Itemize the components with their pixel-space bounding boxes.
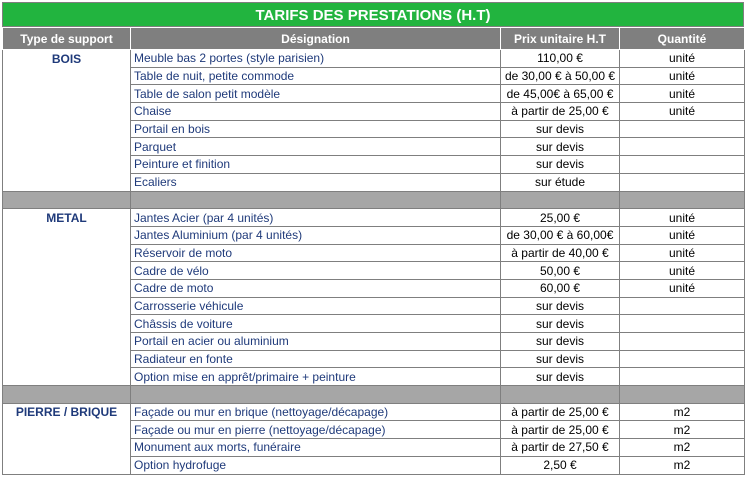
support-type-cell — [3, 85, 131, 103]
quantity-cell — [620, 315, 745, 333]
table-row — [3, 262, 745, 280]
support-type-cell — [3, 173, 131, 191]
section-separator — [3, 386, 745, 404]
quantity-cell: unité — [620, 50, 745, 68]
quantity-cell: unité — [620, 226, 745, 244]
price-cell: sur devis — [501, 315, 620, 333]
price-cell: de 30,00 € à 50,00 € — [501, 67, 620, 85]
designation-cell: Radiateur en fonte — [131, 350, 501, 368]
quantity-cell: unité — [620, 85, 745, 103]
table-row — [3, 244, 745, 262]
table-row — [3, 120, 745, 138]
table-row — [3, 209, 745, 227]
price-cell: 60,00 € — [501, 279, 620, 297]
price-cell: à partir de 40,00 € — [501, 244, 620, 262]
support-type-cell: METAL — [3, 209, 131, 227]
support-type-cell — [3, 350, 131, 368]
price-cell: de 30,00 € à 60,00€ — [501, 226, 620, 244]
pricing-sheet — [2, 2, 744, 475]
support-type-cell — [3, 262, 131, 280]
price-cell: sur étude — [501, 173, 620, 191]
price-cell: sur devis — [501, 120, 620, 138]
table-row — [3, 350, 745, 368]
designation-cell: Option mise en apprêt/primaire + peinture — [131, 368, 501, 386]
table-row — [3, 297, 745, 315]
table-row — [3, 456, 745, 474]
quantity-cell — [620, 368, 745, 386]
designation-cell: Carrosserie véhicule — [131, 297, 501, 315]
designation-cell: Cadre de moto — [131, 279, 501, 297]
designation-cell: Façade ou mur en brique (nettoyage/décapage) — [131, 403, 501, 421]
quantity-cell: unité — [620, 209, 745, 227]
quantity-cell — [620, 297, 745, 315]
separator-cell — [501, 386, 620, 404]
quantity-cell: unité — [620, 103, 745, 121]
support-type-cell: PIERRE / BRIQUE — [3, 403, 131, 421]
separator-cell — [131, 386, 501, 404]
header-row — [3, 28, 745, 50]
price-cell: 50,00 € — [501, 262, 620, 280]
separator-cell — [131, 191, 501, 209]
price-cell: 25,00 € — [501, 209, 620, 227]
support-type-cell — [3, 333, 131, 351]
support-type-cell — [3, 120, 131, 138]
quantity-cell — [620, 138, 745, 156]
price-cell: de 45,00€ à 65,00 € — [501, 85, 620, 103]
price-cell: 110,00 € — [501, 50, 620, 68]
quantity-cell: unité — [620, 262, 745, 280]
quantity-cell: m2 — [620, 421, 745, 439]
table-row — [3, 403, 745, 421]
table-row — [3, 50, 745, 68]
designation-cell: Table de nuit, petite commode — [131, 67, 501, 85]
price-cell: sur devis — [501, 368, 620, 386]
quantity-cell — [620, 156, 745, 174]
designation-cell: Jantes Aluminium (par 4 unités) — [131, 226, 501, 244]
designation-cell: Parquet — [131, 138, 501, 156]
support-type-cell: BOIS — [3, 50, 131, 68]
designation-cell: Peinture et finition — [131, 156, 501, 174]
quantity-cell — [620, 173, 745, 191]
designation-cell: Chaise — [131, 103, 501, 121]
table-row — [3, 138, 745, 156]
designation-cell: Ecaliers — [131, 173, 501, 191]
support-type-cell — [3, 67, 131, 85]
quantity-cell — [620, 350, 745, 368]
header-designation: Désignation — [131, 28, 501, 50]
price-cell: sur devis — [501, 156, 620, 174]
support-type-cell — [3, 368, 131, 386]
price-cell: à partir de 25,00 € — [501, 103, 620, 121]
table-row — [3, 156, 745, 174]
support-type-cell — [3, 456, 131, 474]
price-cell: sur devis — [501, 138, 620, 156]
header-quantity: Quantité — [620, 28, 745, 50]
designation-cell: Monument aux morts, funéraire — [131, 439, 501, 457]
quantity-cell: unité — [620, 67, 745, 85]
header-type: Type de support — [3, 28, 131, 50]
header-price: Prix unitaire H.T — [501, 28, 620, 50]
support-type-cell — [3, 103, 131, 121]
designation-cell: Châssis de voiture — [131, 315, 501, 333]
table-row — [3, 421, 745, 439]
price-cell: 2,50 € — [501, 456, 620, 474]
table-row — [3, 279, 745, 297]
table-row — [3, 315, 745, 333]
designation-cell: Portail en acier ou aluminium — [131, 333, 501, 351]
quantity-cell — [620, 333, 745, 351]
support-type-cell — [3, 315, 131, 333]
table-row — [3, 226, 745, 244]
separator-cell — [620, 191, 745, 209]
table-row — [3, 85, 745, 103]
designation-cell: Table de salon petit modèle — [131, 85, 501, 103]
separator-cell — [3, 191, 131, 209]
pricing-table — [2, 27, 745, 475]
quantity-cell: m2 — [620, 439, 745, 457]
support-type-cell — [3, 421, 131, 439]
designation-cell: Portail en bois — [131, 120, 501, 138]
support-type-cell — [3, 279, 131, 297]
designation-cell: Option hydrofuge — [131, 456, 501, 474]
separator-cell — [620, 386, 745, 404]
support-type-cell — [3, 156, 131, 174]
quantity-cell: m2 — [620, 403, 745, 421]
sheet-title: TARIFS DES PRESTATIONS (H.T) — [2, 2, 744, 27]
quantity-cell: unité — [620, 279, 745, 297]
quantity-cell — [620, 120, 745, 138]
price-cell: à partir de 25,00 € — [501, 403, 620, 421]
price-cell: sur devis — [501, 297, 620, 315]
designation-cell: Cadre de vélo — [131, 262, 501, 280]
table-row — [3, 368, 745, 386]
price-cell: à partir de 27,50 € — [501, 439, 620, 457]
table-row — [3, 439, 745, 457]
table-row — [3, 103, 745, 121]
separator-cell — [501, 191, 620, 209]
support-type-cell — [3, 226, 131, 244]
price-cell: à partir de 25,00 € — [501, 421, 620, 439]
designation-cell: Réservoir de moto — [131, 244, 501, 262]
price-cell: sur devis — [501, 333, 620, 351]
table-row — [3, 67, 745, 85]
support-type-cell — [3, 138, 131, 156]
support-type-cell — [3, 439, 131, 457]
table-row — [3, 173, 745, 191]
separator-cell — [3, 386, 131, 404]
designation-cell: Jantes Acier (par 4 unités) — [131, 209, 501, 227]
table-body — [3, 50, 745, 475]
price-cell: sur devis — [501, 350, 620, 368]
support-type-cell — [3, 244, 131, 262]
designation-cell: Façade ou mur en pierre (nettoyage/décapage) — [131, 421, 501, 439]
support-type-cell — [3, 297, 131, 315]
quantity-cell: unité — [620, 244, 745, 262]
designation-cell: Meuble bas 2 portes (style parisien) — [131, 50, 501, 68]
quantity-cell: m2 — [620, 456, 745, 474]
table-row — [3, 333, 745, 351]
section-separator — [3, 191, 745, 209]
